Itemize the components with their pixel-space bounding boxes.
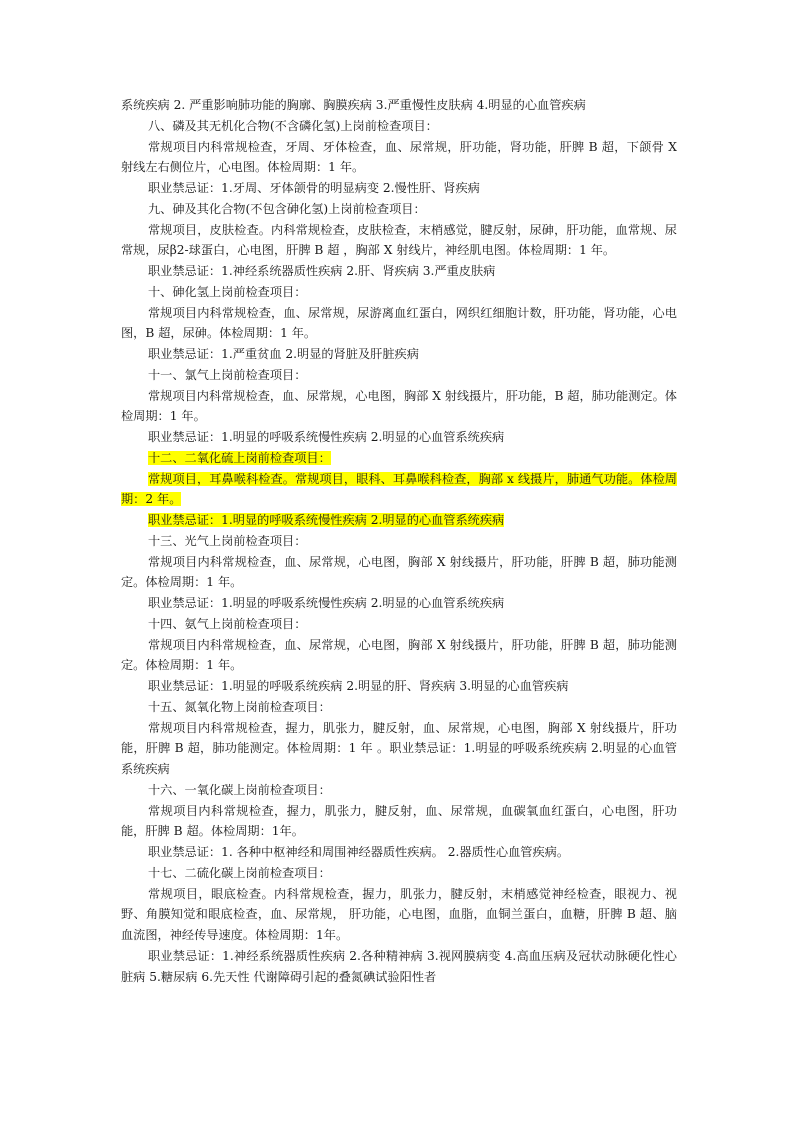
paragraph-text: 常规项目内科常规检查，握力，肌张力，腱反射，血、尿常规，血碳氧血红蛋白，心电图，肝功能，肝脾 B 超。体检周期：1年。: [121, 803, 677, 839]
paragraph: [121, 386, 677, 428]
paragraph: [121, 635, 677, 677]
paragraph-text: 常规项目，耳鼻喉科检查。常规项目，眼科、耳鼻喉科检查，胸部 x 线摄片，肺通气功能。体检周期：2 年。: [121, 471, 677, 507]
paragraph-text: 十二、二氧化硫上岗前检查项目：: [148, 450, 331, 465]
paragraph: [121, 842, 677, 863]
paragraph-text: 十五、氮氧化物上岗前检查项目：: [148, 699, 331, 714]
paragraph-text: 职业禁忌证：1.神经系统器质性疾病 2.肝、肾疾病 3.严重皮肤病: [148, 264, 496, 278]
paragraph-text: 十、砷化氢上岗前检查项目：: [148, 284, 307, 299]
paragraph-text: 常规项目内科常规检查，血、尿常规，心电图，胸部 X 射线摄片，肝功能，B 超，肺功能测定。体检周期：1 年。: [121, 388, 677, 424]
paragraph: [121, 801, 677, 843]
paragraph-text: 常规项目内科常规检查，血、尿常规，尿游离血红蛋白，网织红细胞计数，肝功能，肾功能，心电图，B 超，尿砷。体检周期：1 年。: [121, 305, 677, 341]
paragraph: [121, 344, 677, 365]
paragraph-text: 十三、光气上岗前检查项目：: [148, 533, 307, 548]
document-body: [121, 95, 677, 987]
paragraph-text: 职业禁忌证：1.严重贫血 2.明显的肾脏及肝脏疾病: [148, 347, 419, 361]
highlighted-paragraph: [121, 510, 677, 531]
paragraph: [121, 676, 677, 697]
paragraph: [121, 282, 677, 303]
paragraph-text: 职业禁忌证：1.明显的呼吸系统疾病 2.明显的肝、肾疾病 3.明显的心血管疾病: [148, 679, 569, 693]
paragraph-text: 常规项目，眼底检查。内科常规检查，握力，肌张力，腱反射，末梢感觉神经检查，眼视力、视野、角膜知觉和眼底检查，血、尿常规， 肝功能，心电图，血脂，血铜兰蛋白，血糖，肝脾 B 超、脑血流图，神经传导速度。体检周期：1年。: [121, 886, 677, 942]
paragraph-text: 十四、氨气上岗前检查项目：: [148, 616, 307, 631]
paragraph: [121, 220, 677, 262]
paragraph: [121, 531, 677, 552]
paragraph-text: 常规项目内科常规检查，血、尿常规，心电图，胸部 X 射线摄片，肝功能，肝脾 B 超，肺功能测定。体检周期：1 年。: [121, 554, 677, 590]
paragraph: [121, 946, 677, 988]
paragraph: [121, 614, 677, 635]
paragraph-text: 常规项目内科常规检查，握力，肌张力，腱反射，血、尿常规，心电图，胸部 X 射线摄片，肝功能，肝脾 B 超，肺功能测定。体检周期：1 年 。职业禁忌证：1.明显的呼吸系统疾病 2.明显的心血管系统疾病: [121, 720, 677, 776]
paragraph-text: 十一、氯气上岗前检查项目：: [148, 367, 307, 382]
paragraph-text: 系统疾病 2. 严重影响肺功能的胸廓、胸膜疾病 3.严重慢性皮肤病 4.明显的心血管疾病: [121, 98, 586, 112]
paragraph: [121, 95, 677, 116]
paragraph-text: 十七、二硫化碳上岗前检查项目：: [148, 865, 331, 880]
paragraph-text: 常规项目，皮肤检查。内科常规检查，皮肤检查，末梢感觉，腱反射，尿砷，肝功能，血常规、尿常规，尿β2-球蛋白，心电图，肝脾 B 超 ，胸部 X 射线片，神经肌电图。体检周期：1 年。: [121, 222, 677, 258]
paragraph: [121, 718, 677, 780]
paragraph-text: 九、砷及其化合物(不包含砷化氢)上岗前检查项目：: [148, 201, 426, 216]
paragraph-text: 职业禁忌证：1. 各种中枢神经和周围神经器质性疾病。 2.器质性心血管疾病。: [148, 845, 570, 859]
highlighted-paragraph: [121, 448, 677, 469]
paragraph-text: 职业禁忌证：1.牙周、牙体颌骨的明显病变 2.慢性肝、肾疾病: [148, 181, 480, 195]
paragraph: [121, 427, 677, 448]
paragraph: [121, 552, 677, 594]
paragraph-text: 职业禁忌证：1.明显的呼吸系统慢性疾病 2.明显的心血管系统疾病: [148, 596, 505, 610]
paragraph-text: 八、磷及其无机化合物(不含磷化氢)上岗前检查项目：: [148, 118, 438, 133]
paragraph: [121, 116, 677, 137]
paragraph: [121, 863, 677, 884]
paragraph-text: 职业禁忌证：1.明显的呼吸系统慢性疾病 2.明显的心血管系统疾病: [148, 513, 505, 527]
paragraph-text: 十六、一氧化碳上岗前检查项目：: [148, 782, 331, 797]
paragraph: [121, 884, 677, 946]
paragraph-text: 职业禁忌证：1.明显的呼吸系统慢性疾病 2.明显的心血管系统疾病: [148, 430, 505, 444]
paragraph: [121, 697, 677, 718]
highlighted-paragraph: [121, 469, 677, 511]
paragraph: [121, 593, 677, 614]
paragraph: [121, 365, 677, 386]
paragraph: [121, 137, 677, 179]
paragraph: [121, 178, 677, 199]
paragraph-text: 职业禁忌证：1.神经系统器质性疾病 2.各种精神病 3.视网膜病变 4.高血压病及冠状动脉硬化性心脏病 5.糖尿病 6.先天性 代谢障碍引起的叠氮碘试验阳性者: [121, 948, 677, 984]
paragraph: [121, 199, 677, 220]
paragraph: [121, 303, 677, 345]
paragraph-text: 常规项目内科常规检查，牙周、牙体检查，血、尿常规，肝功能，肾功能，肝脾 B 超，下颌骨 X 射线左右侧位片，心电图。体检周期：1 年。: [121, 139, 677, 175]
paragraph: [121, 261, 677, 282]
paragraph: [121, 780, 677, 801]
paragraph-text: 常规项目内科常规检查，血、尿常规，心电图，胸部 X 射线摄片，肝功能，肝脾 B 超，肺功能测定。体检周期：1 年。: [121, 637, 677, 673]
